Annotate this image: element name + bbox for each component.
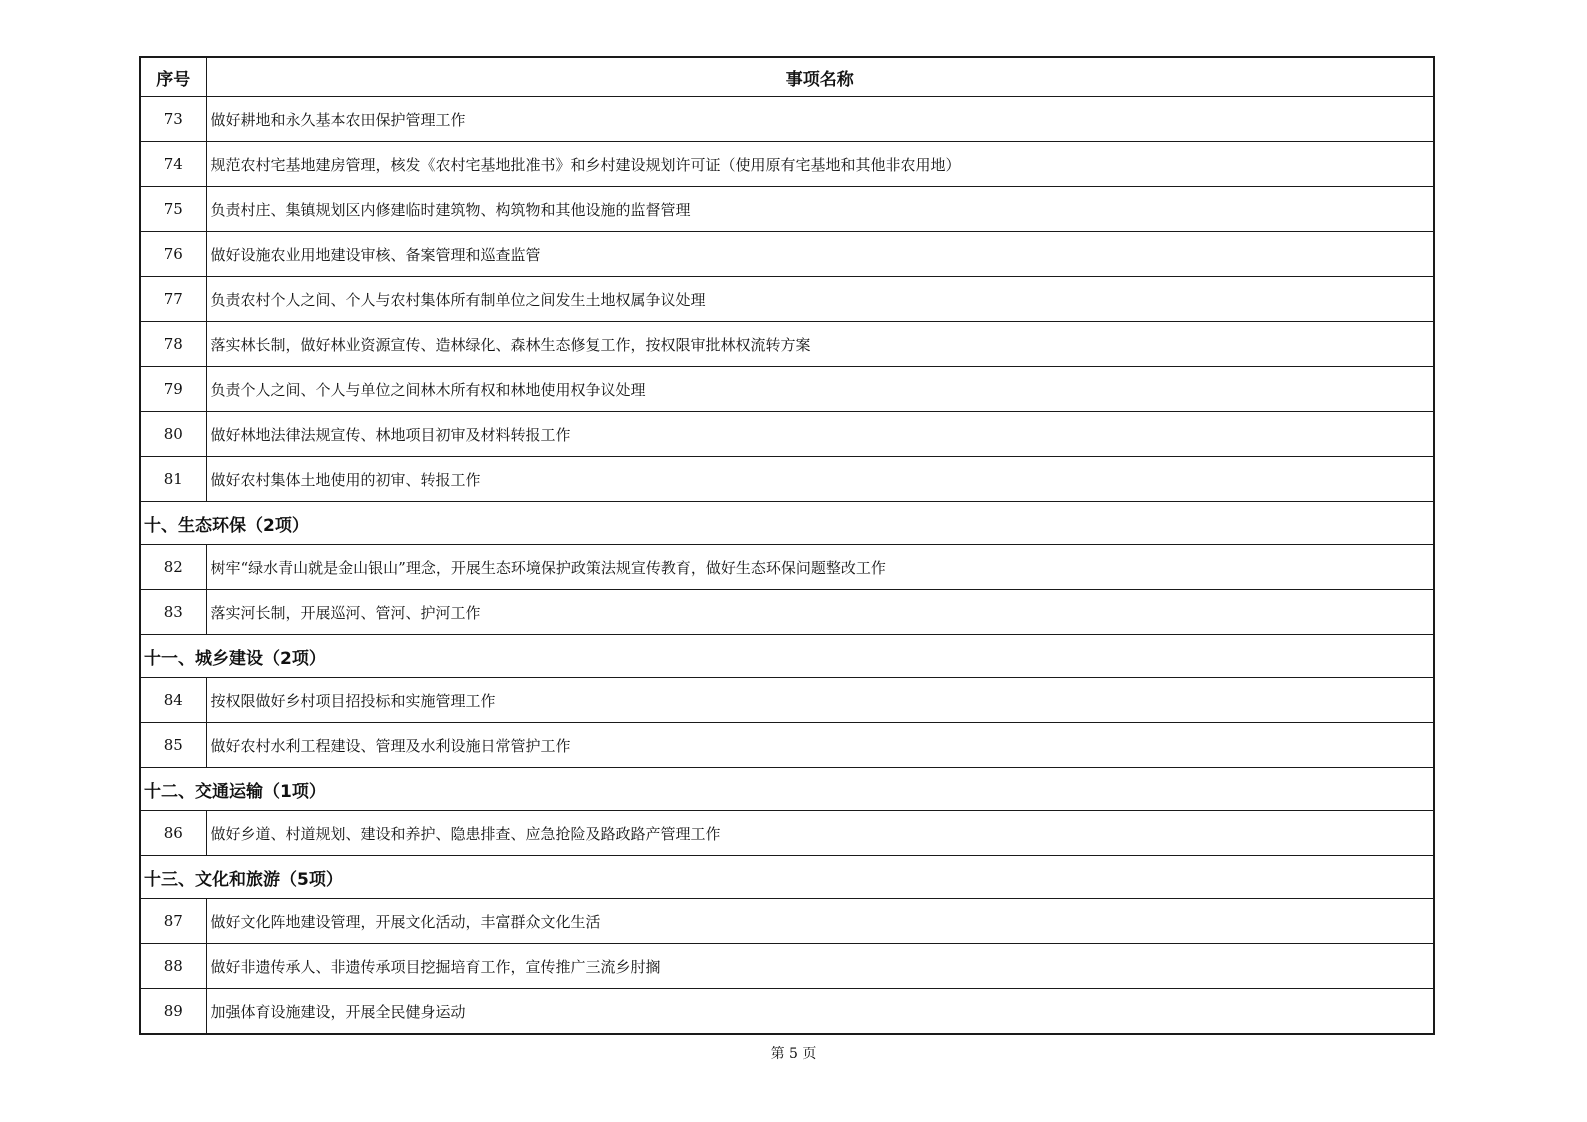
item-number: 77 xyxy=(140,277,206,322)
item-name: 按权限做好乡村项目招投标和实施管理工作 xyxy=(206,678,1434,723)
item-name: 规范农村宅基地建房管理，核发《农村宅基地批准书》和乡村建设规划许可证（使用原有宅基地和其他非农用地） xyxy=(206,142,1434,187)
item-name: 做好林地法律法规宣传、林地项目初审及材料转报工作 xyxy=(206,412,1434,457)
table-header-row xyxy=(140,57,1434,97)
table-row xyxy=(140,367,1434,412)
section-header-row xyxy=(140,502,1434,545)
item-name: 做好农村集体土地使用的初审、转报工作 xyxy=(206,457,1434,502)
items-table xyxy=(139,56,1435,1035)
item-number: 88 xyxy=(140,944,206,989)
item-number: 87 xyxy=(140,899,206,944)
table-row xyxy=(140,142,1434,187)
table-row xyxy=(140,723,1434,768)
item-name: 做好非遗传承人、非遗传承项目挖掘培育工作，宣传推广三流乡肘搁 xyxy=(206,944,1434,989)
item-number: 89 xyxy=(140,989,206,1035)
item-number: 74 xyxy=(140,142,206,187)
item-name: 加强体育设施建设，开展全民健身运动 xyxy=(206,989,1434,1035)
table-row xyxy=(140,322,1434,367)
item-number: 73 xyxy=(140,97,206,142)
item-number: 79 xyxy=(140,367,206,412)
page-number: 第 5 页 xyxy=(770,1046,817,1062)
table-body xyxy=(140,97,1434,1035)
item-number: 84 xyxy=(140,678,206,723)
item-number: 86 xyxy=(140,811,206,856)
table-row xyxy=(140,678,1434,723)
section-title: 十、生态环保（2项） xyxy=(140,502,1434,545)
item-number: 81 xyxy=(140,457,206,502)
item-name: 做好农村水利工程建设、管理及水利设施日常管护工作 xyxy=(206,723,1434,768)
item-number: 78 xyxy=(140,322,206,367)
item-name: 负责农村个人之间、个人与农村集体所有制单位之间发生土地权属争议处理 xyxy=(206,277,1434,322)
item-number: 76 xyxy=(140,232,206,277)
item-name: 落实河长制，开展巡河、管河、护河工作 xyxy=(206,590,1434,635)
item-name: 做好文化阵地建设管理，开展文化活动，丰富群众文化生活 xyxy=(206,899,1434,944)
section-title: 十三、文化和旅游（5项） xyxy=(140,856,1434,899)
item-number: 82 xyxy=(140,545,206,590)
table-row xyxy=(140,944,1434,989)
header-name: 事项名称 xyxy=(206,57,1434,97)
table-row xyxy=(140,412,1434,457)
item-name: 负责村庄、集镇规划区内修建临时建筑物、构筑物和其他设施的监督管理 xyxy=(206,187,1434,232)
item-number: 85 xyxy=(140,723,206,768)
item-name: 负责个人之间、个人与单位之间林木所有权和林地使用权争议处理 xyxy=(206,367,1434,412)
section-header-row xyxy=(140,856,1434,899)
table-row xyxy=(140,545,1434,590)
section-header-row xyxy=(140,635,1434,678)
table-row xyxy=(140,232,1434,277)
table-row xyxy=(140,899,1434,944)
table-row xyxy=(140,277,1434,322)
item-number: 83 xyxy=(140,590,206,635)
section-title: 十二、交通运输（1项） xyxy=(140,768,1434,811)
table-row xyxy=(140,97,1434,142)
item-name: 做好设施农业用地建设审核、备案管理和巡查监管 xyxy=(206,232,1434,277)
item-name: 落实林长制，做好林业资源宣传、造林绿化、森林生态修复工作，按权限审批林权流转方案 xyxy=(206,322,1434,367)
item-name: 做好乡道、村道规划、建设和养护、隐患排查、应急抢险及路政路产管理工作 xyxy=(206,811,1434,856)
table-row xyxy=(140,457,1434,502)
section-title: 十一、城乡建设（2项） xyxy=(140,635,1434,678)
table-row xyxy=(140,187,1434,232)
table-row xyxy=(140,590,1434,635)
table-row xyxy=(140,989,1434,1035)
item-number: 75 xyxy=(140,187,206,232)
table-row xyxy=(140,811,1434,856)
item-name: 做好耕地和永久基本农田保护管理工作 xyxy=(206,97,1434,142)
item-number: 80 xyxy=(140,412,206,457)
header-no: 序号 xyxy=(140,57,206,97)
section-header-row xyxy=(140,768,1434,811)
item-name: 树牢“绿水青山就是金山银山”理念，开展生态环境保护政策法规宣传教育，做好生态环保问题整改工作 xyxy=(206,545,1434,590)
